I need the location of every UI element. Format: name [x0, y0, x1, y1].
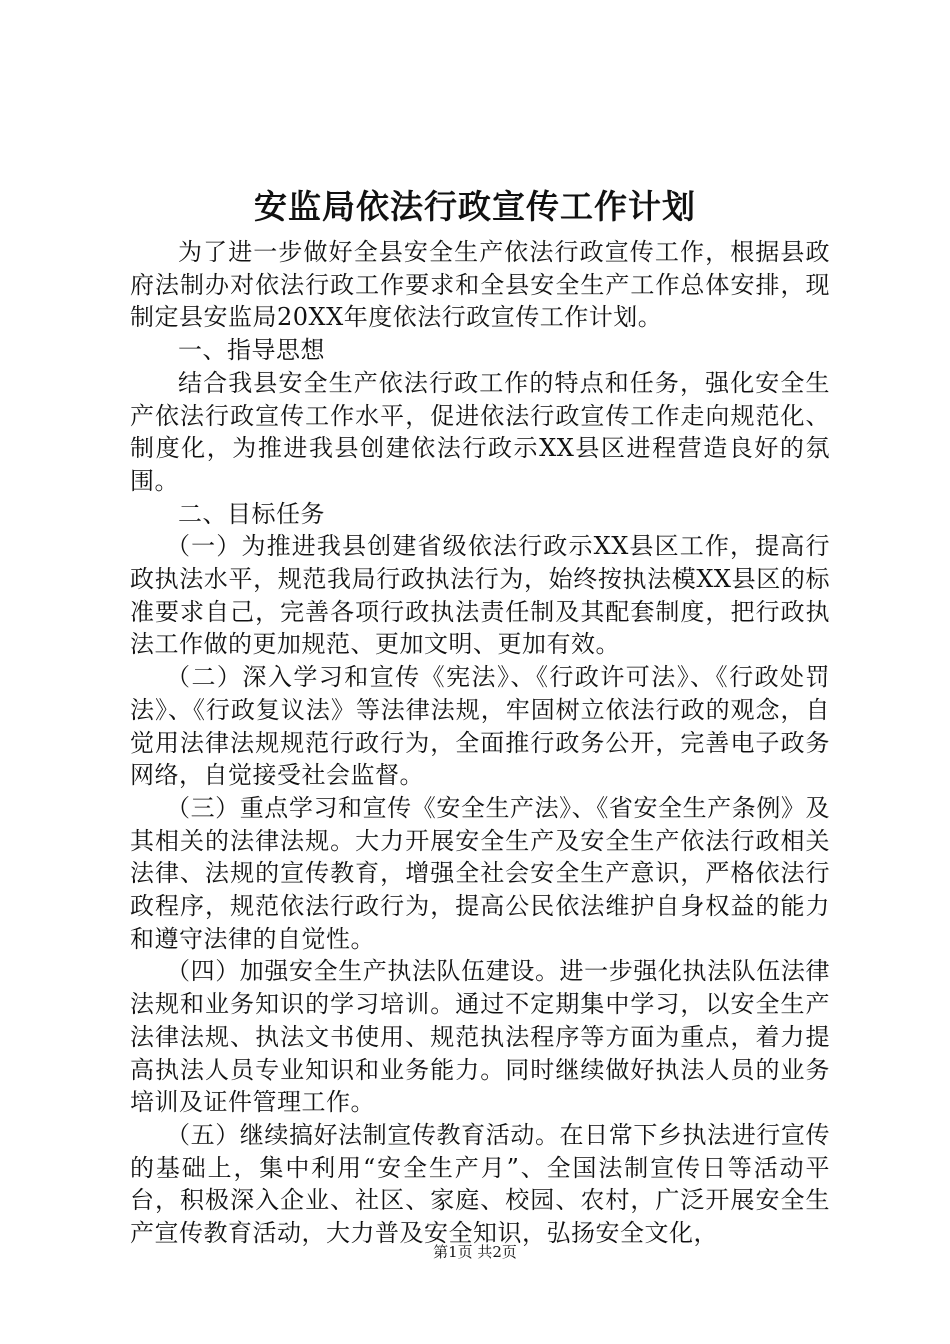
- objective-item-5: （五）继续搞好法制宣传教育活动。在日常下乡执法进行宣传的基础上，集中利用“安全生产月”、全国法制宣传日等活动平台，积极深入企业、社区、家庭、校园、农村，广泛开展安全生产宣传教育活动，大力普及安全知识，弘扬安全文化，: [130, 1120, 830, 1248]
- objective-item-4: （四）加强安全生产执法队伍建设。进一步强化执法队伍法律法规和业务知识的学习培训。通过不定期集中学习，以安全生产法律法规、执法文书使用、规范执法程序等方面为重点，着力提高执法人员专业知识和业务能力。同时继续做好执法人员的业务培训及证件管理工作。: [130, 957, 830, 1117]
- section-paragraph-guiding-ideology: 结合我县安全生产依法行政工作的特点和任务，强化安全生产依法行政宣传工作水平，促进依法行政宣传工作走向规范化、制度化，为推进我县创建依法行政示XX县区进程营造良好的氛围。: [130, 368, 830, 495]
- document-body: [130, 236, 830, 1250]
- document-title: 安监局依法行政宣传工作计划: [254, 187, 696, 226]
- intro-paragraph: 为了进一步做好全县安全生产依法行政宣传工作，根据县政府法制办对依法行政工作要求和全县安全生产工作总体安排，现制定县安监局20XX年度依法行政宣传工作计划。: [130, 238, 830, 332]
- objective-item-2: （二）深入学习和宣传《宪法》、《行政许可法》、《行政处罚法》、《行政复议法》等法律法规，牢固树立依法行政的观念，自觉用法律法规规范行政行为，全面推行政务公开，完善电子政务网络，自觉接受社会监督。: [130, 663, 830, 790]
- section-heading-guiding-ideology: 一、指导思想: [178, 336, 325, 365]
- section-heading-objectives: 二、目标任务: [178, 499, 325, 528]
- objective-item-1: （一）为推进我县创建省级依法行政示XX县区工作，提高行政执法水平，规范我局行政执法行为，始终按执法模XX县区的标准要求自己，完善各项行政执法责任制及其配套制度，把行政执法工作做的更加规范、更加文明、更加有效。: [130, 532, 830, 659]
- objective-item-3: （三）重点学习和宣传《安全生产法》、《省安全生产条例》及其相关的法律法规。大力开展安全生产及安全生产依法行政相关法律、法规的宣传教育，增强全社会安全生产意识，严格依法行政程序，规范依法行政行为，提高公民依法维护自身权益的能力和遵守法律的自觉性。: [130, 793, 830, 953]
- page-number-footer: 第1页 共2页: [433, 1243, 517, 1261]
